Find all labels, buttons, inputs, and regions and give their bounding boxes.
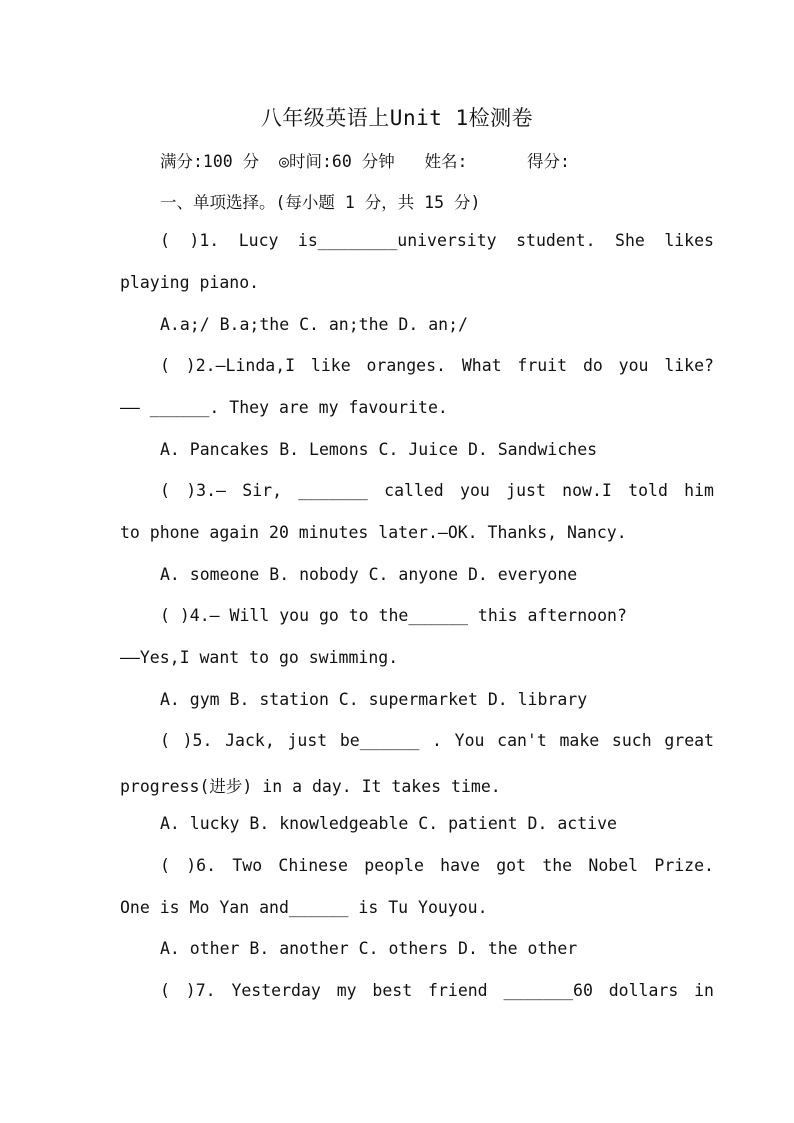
question-5-stem-cont: progress(进步) in a day. It takes time. (120, 777, 501, 796)
question-1-options: A.a;/ B.a;the C. an;the D. an;/ (160, 315, 468, 334)
question-3-options: A. someone B. nobody C. anyone D. everyone (160, 565, 578, 584)
question-2-options: A. Pancakes B. Lemons C. Juice D. Sandwiches (160, 440, 598, 459)
question-6-options: A. other B. another C. others D. the other (160, 939, 578, 958)
question-4-stem-cont: ——Yes,I want to go swimming. (120, 648, 399, 667)
question-7-stem: ( )7. Yesterday my best friend _______60 dollars in (160, 981, 714, 1000)
section-heading: 一、单项选择。(每小题 1 分，共 15 分) (160, 193, 481, 212)
question-3-stem-cont: to phone again 20 minutes later.—OK. Thanks, Nancy. (120, 523, 627, 542)
question-2-stem: ( )2.—Linda,I like oranges. What fruit do you like? (160, 356, 714, 375)
question-2-stem-cont: —— ______. They are my favourite. (120, 398, 448, 417)
question-4-stem: ( )4.— Will you go to the______ this afternoon? (160, 606, 627, 625)
question-6-stem-cont: One is Mo Yan and______ is Tu Youyou. (120, 898, 488, 917)
question-1-stem: ( )1. Lucy is________university student. She likes (160, 231, 714, 250)
exam-meta-line: 满分:100 分 ◎时间:60 分钟 姓名: 得分: (160, 152, 570, 171)
question-1-stem-cont: playing piano. (120, 273, 260, 292)
question-4-options: A. gym B. station C. supermarket D. library (160, 690, 588, 709)
question-5-options: A. lucky B. knowledgeable C. patient D. active (160, 814, 617, 833)
question-3-stem: ( )3.— Sir, _______ called you just now.I told him (160, 481, 714, 500)
question-5-stem: ( )5. Jack, just be______ . You can't make such great (160, 731, 714, 750)
question-6-stem: ( )6. Two Chinese people have got the Nobel Prize. (160, 856, 714, 875)
page-title: 八年级英语上Unit 1检测卷 (260, 106, 534, 130)
